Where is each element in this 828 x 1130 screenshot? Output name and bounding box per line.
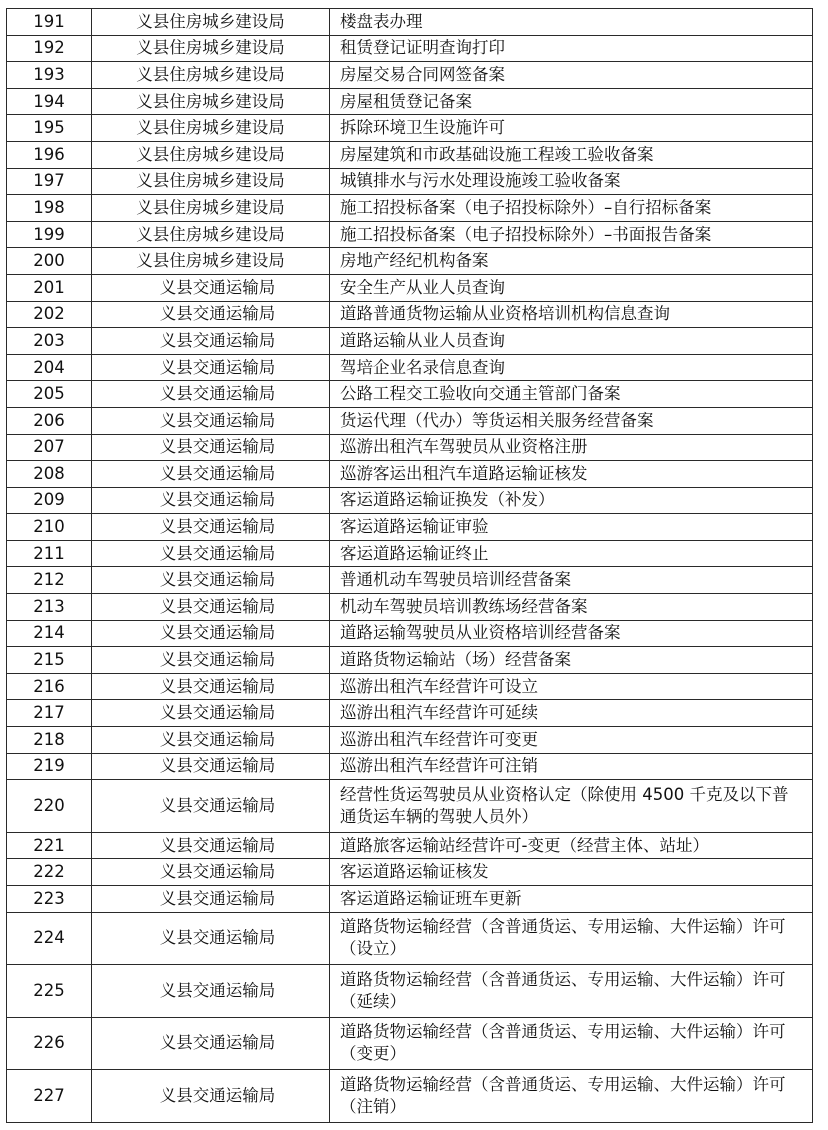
row-number: 202 [7, 301, 92, 328]
service-item-name: 普通机动车驾驶员培训经营备案 [330, 567, 813, 594]
department-name: 义县住房城乡建设局 [92, 195, 330, 222]
department-name: 义县住房城乡建设局 [92, 141, 330, 168]
department-name: 义县住房城乡建设局 [92, 9, 330, 36]
row-number: 216 [7, 673, 92, 700]
service-item-name: 房屋租赁登记备案 [330, 88, 813, 115]
service-item-name: 房屋交易合同网签备案 [330, 62, 813, 89]
service-item-name: 楼盘表办理 [330, 9, 813, 36]
service-item-name: 房屋建筑和市政基础设施工程竣工验收备案 [330, 141, 813, 168]
row-number: 201 [7, 274, 92, 301]
row-number: 211 [7, 540, 92, 567]
table-body [7, 9, 813, 1123]
row-number: 214 [7, 620, 92, 647]
table-row [7, 540, 813, 567]
service-item-name: 客运道路运输证核发 [330, 859, 813, 886]
department-name: 义县交通运输局 [92, 301, 330, 328]
table-row [7, 434, 813, 461]
service-item-name: 道路货物运输经营（含普通货运、专用运输、大件运输）许可（设立） [330, 912, 813, 965]
department-name: 义县交通运输局 [92, 965, 330, 1018]
table-row [7, 1070, 813, 1123]
department-name: 义县住房城乡建设局 [92, 35, 330, 62]
row-number: 213 [7, 594, 92, 621]
department-name: 义县住房城乡建设局 [92, 88, 330, 115]
department-name: 义县住房城乡建设局 [92, 62, 330, 89]
service-item-name: 巡游出租汽车经营许可注销 [330, 753, 813, 780]
table-row [7, 487, 813, 514]
service-item-name: 公路工程交工验收向交通主管部门备案 [330, 381, 813, 408]
table-row [7, 620, 813, 647]
service-item-name: 道路运输从业人员查询 [330, 328, 813, 355]
department-name: 义县交通运输局 [92, 567, 330, 594]
table-row [7, 594, 813, 621]
table-row [7, 780, 813, 833]
row-number: 218 [7, 727, 92, 754]
service-item-name: 巡游出租汽车经营许可延续 [330, 700, 813, 727]
department-name: 义县交通运输局 [92, 859, 330, 886]
row-number: 225 [7, 965, 92, 1018]
service-item-name: 道路运输驾驶员从业资格培训经营备案 [330, 620, 813, 647]
service-item-name: 道路货物运输站（场）经营备案 [330, 647, 813, 674]
row-number: 222 [7, 859, 92, 886]
table-row [7, 407, 813, 434]
table-row [7, 381, 813, 408]
row-number: 221 [7, 832, 92, 859]
row-number: 208 [7, 461, 92, 488]
service-item-name: 道路货物运输经营（含普通货运、专用运输、大件运输）许可（变更） [330, 1017, 813, 1070]
department-name: 义县交通运输局 [92, 461, 330, 488]
table-row [7, 301, 813, 328]
row-number: 215 [7, 647, 92, 674]
table-row [7, 885, 813, 912]
row-number: 198 [7, 195, 92, 222]
service-item-name: 道路旅客运输站经营许可-变更（经营主体、站址） [330, 832, 813, 859]
table-row [7, 859, 813, 886]
department-name: 义县住房城乡建设局 [92, 168, 330, 195]
table-row [7, 9, 813, 36]
service-item-name: 道路货物运输经营（含普通货运、专用运输、大件运输）许可（延续） [330, 965, 813, 1018]
service-item-name: 道路普通货物运输从业资格培训机构信息查询 [330, 301, 813, 328]
department-name: 义县交通运输局 [92, 885, 330, 912]
row-number: 200 [7, 248, 92, 275]
table-row [7, 141, 813, 168]
department-name: 义县交通运输局 [92, 727, 330, 754]
table-row [7, 567, 813, 594]
row-number: 199 [7, 221, 92, 248]
row-number: 219 [7, 753, 92, 780]
department-name: 义县住房城乡建设局 [92, 221, 330, 248]
row-number: 192 [7, 35, 92, 62]
table-row [7, 248, 813, 275]
service-item-name: 安全生产从业人员查询 [330, 274, 813, 301]
row-number: 196 [7, 141, 92, 168]
table-row [7, 221, 813, 248]
service-item-name: 货运代理（代办）等货运相关服务经营备案 [330, 407, 813, 434]
department-name: 义县交通运输局 [92, 434, 330, 461]
department-name: 义县交通运输局 [92, 594, 330, 621]
table-row [7, 514, 813, 541]
row-number: 212 [7, 567, 92, 594]
row-number: 227 [7, 1070, 92, 1123]
row-number: 226 [7, 1017, 92, 1070]
table-row [7, 753, 813, 780]
department-name: 义县交通运输局 [92, 487, 330, 514]
table-row [7, 35, 813, 62]
service-item-name: 巡游出租汽车驾驶员从业资格注册 [330, 434, 813, 461]
row-number: 209 [7, 487, 92, 514]
table-row [7, 965, 813, 1018]
department-name: 义县交通运输局 [92, 407, 330, 434]
row-number: 205 [7, 381, 92, 408]
row-number: 217 [7, 700, 92, 727]
row-number: 191 [7, 9, 92, 36]
service-item-name: 客运道路运输证审验 [330, 514, 813, 541]
department-name: 义县交通运输局 [92, 780, 330, 833]
row-number: 203 [7, 328, 92, 355]
table-row [7, 328, 813, 355]
table-row [7, 832, 813, 859]
table-row [7, 1017, 813, 1070]
service-item-name: 机动车驾驶员培训教练场经营备案 [330, 594, 813, 621]
row-number: 210 [7, 514, 92, 541]
table-row [7, 354, 813, 381]
service-item-name: 施工招投标备案（电子招投标除外）–自行招标备案 [330, 195, 813, 222]
row-number: 197 [7, 168, 92, 195]
row-number: 195 [7, 115, 92, 142]
department-name: 义县住房城乡建设局 [92, 115, 330, 142]
row-number: 220 [7, 780, 92, 833]
department-name: 义县交通运输局 [92, 832, 330, 859]
department-name: 义县交通运输局 [92, 354, 330, 381]
table-row [7, 647, 813, 674]
department-name: 义县交通运输局 [92, 753, 330, 780]
department-name: 义县交通运输局 [92, 1070, 330, 1123]
row-number: 206 [7, 407, 92, 434]
service-item-name: 租赁登记证明查询打印 [330, 35, 813, 62]
table-row [7, 700, 813, 727]
department-name: 义县交通运输局 [92, 274, 330, 301]
row-number: 224 [7, 912, 92, 965]
department-name: 义县交通运输局 [92, 700, 330, 727]
department-name: 义县交通运输局 [92, 673, 330, 700]
department-name: 义县交通运输局 [92, 1017, 330, 1070]
department-name: 义县住房城乡建设局 [92, 248, 330, 275]
row-number: 193 [7, 62, 92, 89]
department-name: 义县交通运输局 [92, 381, 330, 408]
service-item-name: 巡游出租汽车经营许可变更 [330, 727, 813, 754]
service-item-name: 客运道路运输证终止 [330, 540, 813, 567]
table-row [7, 168, 813, 195]
service-items-sheet [6, 8, 812, 1123]
table-row [7, 195, 813, 222]
row-number: 204 [7, 354, 92, 381]
table-row [7, 274, 813, 301]
service-item-name: 巡游客运出租汽车道路运输证核发 [330, 461, 813, 488]
table-row [7, 673, 813, 700]
table-row [7, 912, 813, 965]
service-item-name: 施工招投标备案（电子招投标除外）–书面报告备案 [330, 221, 813, 248]
service-item-name: 客运道路运输证班车更新 [330, 885, 813, 912]
table-row [7, 88, 813, 115]
service-items-table [6, 8, 813, 1123]
row-number: 207 [7, 434, 92, 461]
service-item-name: 巡游出租汽车经营许可设立 [330, 673, 813, 700]
department-name: 义县交通运输局 [92, 540, 330, 567]
row-number: 194 [7, 88, 92, 115]
table-row [7, 115, 813, 142]
service-item-name: 拆除环境卫生设施许可 [330, 115, 813, 142]
department-name: 义县交通运输局 [92, 328, 330, 355]
department-name: 义县交通运输局 [92, 647, 330, 674]
department-name: 义县交通运输局 [92, 912, 330, 965]
service-item-name: 道路货物运输经营（含普通货运、专用运输、大件运输）许可（注销） [330, 1070, 813, 1123]
service-item-name: 驾培企业名录信息查询 [330, 354, 813, 381]
department-name: 义县交通运输局 [92, 514, 330, 541]
department-name: 义县交通运输局 [92, 620, 330, 647]
row-number: 223 [7, 885, 92, 912]
table-row [7, 461, 813, 488]
service-item-name: 房地产经纪机构备案 [330, 248, 813, 275]
service-item-name: 客运道路运输证换发（补发） [330, 487, 813, 514]
service-item-name: 经营性货运驾驶员从业资格认定（除使用 4500 千克及以下普通货运车辆的驾驶人员外） [330, 780, 813, 833]
service-item-name: 城镇排水与污水处理设施竣工验收备案 [330, 168, 813, 195]
table-row [7, 62, 813, 89]
table-row [7, 727, 813, 754]
